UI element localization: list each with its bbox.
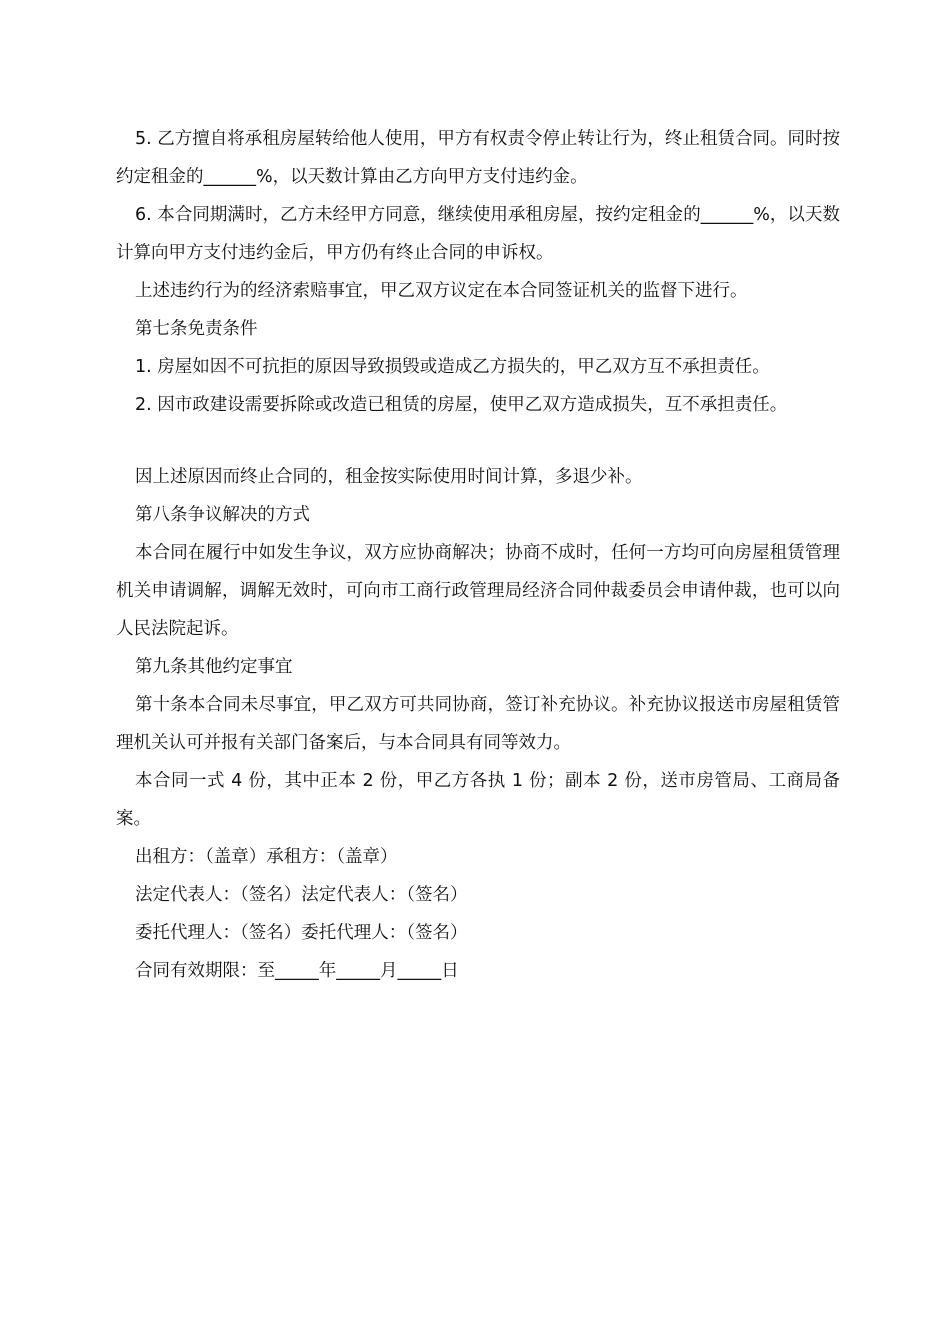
signature-legal-representatives: 法定代表人：（签名）法定代表人：（签名） [135, 885, 468, 905]
article-7-heading: 第七条免责条件 [135, 319, 258, 339]
article-8-heading: 第八条争议解决的方式 [135, 505, 310, 525]
clause-5-sublet-penalty: 5. 乙方擅自将承租房屋转给他人使用，甲方有权责令停止转让行为，终止租赁合同。同时按约定租金的______%，以天数计算由乙方向甲方支付违约金。 [116, 129, 840, 187]
exemption-item-1: 1. 房屋如因不可抗拒的原因导致损毁或造成乙方损失的，甲乙双方互不承担责任。 [135, 357, 770, 377]
document-body [116, 120, 840, 990]
article-10-text: 第十条本合同未尽事宜，甲乙双方可共同协商，签订补充协议。补充协议报送市房屋租赁管理机关认可并报有关部门备案后，与本合同具有同等效力。 [116, 695, 840, 753]
exemption-item-2: 2. 因市政建设需要拆除或改造已租赁的房屋，使甲乙双方造成损失，互不承担责任。 [135, 395, 788, 415]
termination-rent-settlement: 因上述原因而终止合同的，租金按实际使用时间计算，多退少补。 [135, 467, 643, 487]
breach-claim-supervision: 上述违约行为的经济索赔事宜，甲乙双方议定在本合同签证机关的监督下进行。 [135, 281, 748, 301]
dispute-resolution-text: 本合同在履行中如发生争议，双方应协商解决；协商不成时，任何一方均可向房屋租赁管理机关申请调解，调解无效时，可向市工商行政管理局经济合同仲裁委员会申请仲裁，也可以向人民法院起诉。 [116, 543, 840, 639]
signature-parties-seal: 出租方：（盖章）承租方：（盖章） [135, 847, 398, 867]
clause-6-overstay-penalty: 6. 本合同期满时，乙方未经甲方同意，继续使用承租房屋，按约定租金的______%，以天数计算向甲方支付违约金后，甲方仍有终止合同的申诉权。 [116, 205, 840, 263]
copies-clause: 本合同一式 4 份，其中正本 2 份，甲乙方各执 1 份；副本 2 份，送市房管局、工商局备案。 [116, 771, 840, 829]
signature-agents: 委托代理人：（签名）委托代理人：（签名） [135, 923, 468, 943]
article-9-heading: 第九条其他约定事宜 [135, 657, 293, 677]
contract-validity-period: 合同有效期限：至_____年_____月_____日 [135, 961, 459, 981]
